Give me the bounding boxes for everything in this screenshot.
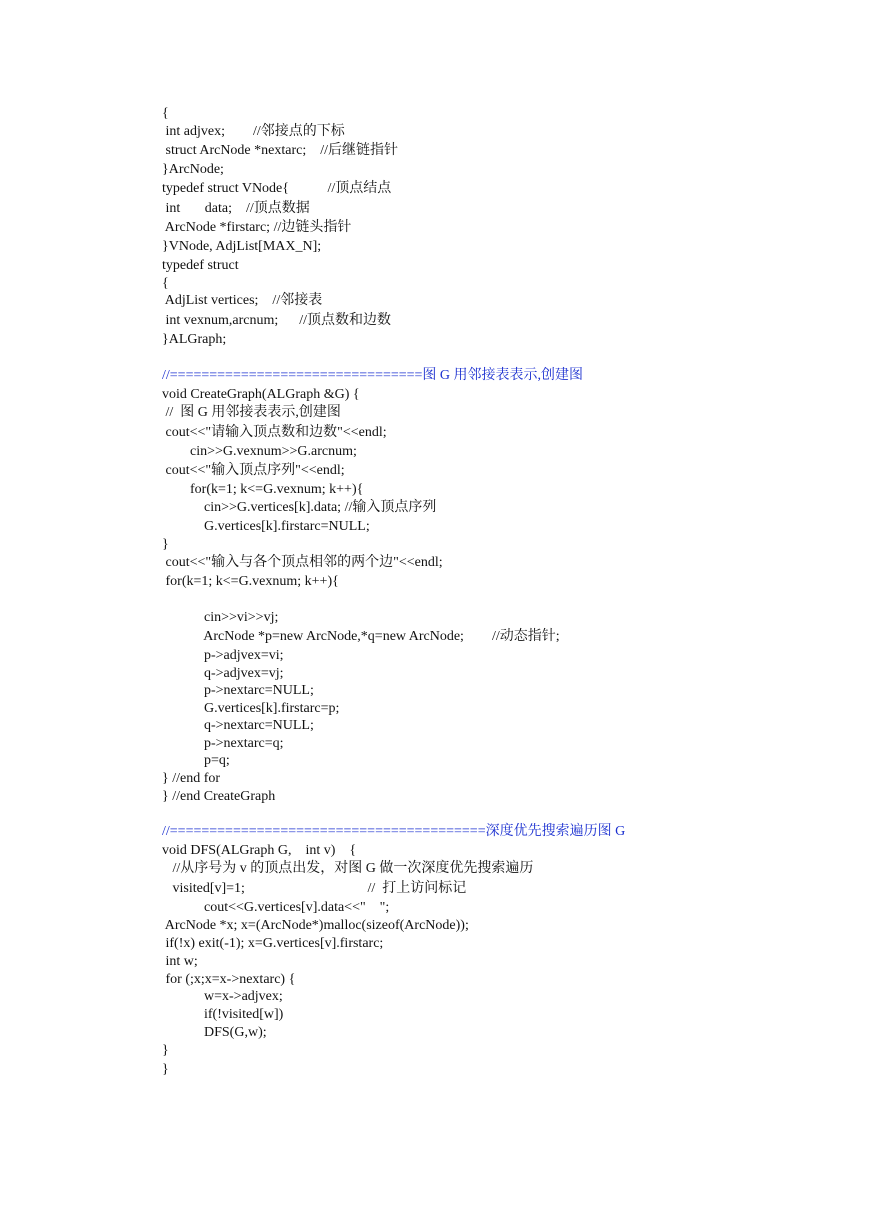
code-line: void DFS(ALGraph G, int v) { bbox=[162, 843, 357, 858]
code-line: for(k=1; k<=G.vexnum; k++){ bbox=[162, 482, 364, 497]
code-line: ArcNode *x; x=(ArcNode*)malloc(sizeof(ArcNode)); bbox=[162, 918, 469, 933]
code-line: p->adjvex=vi; bbox=[162, 648, 284, 663]
code-line: int vexnum,arcnum; //顶点数和边数 bbox=[162, 313, 392, 328]
code-line: cin>>G.vertices[k].data; //输入顶点序列 bbox=[162, 500, 437, 515]
code-line: ArcNode *p=new ArcNode,*q=new ArcNode; //动态指针; bbox=[162, 629, 560, 644]
code-line: { bbox=[162, 106, 169, 121]
code-line: struct ArcNode *nextarc; //后继链指针 bbox=[162, 143, 399, 158]
code-line: int w; bbox=[162, 954, 198, 969]
code-line: } bbox=[162, 1062, 169, 1077]
code-line: // 图 G 用邻接表表示,创建图 bbox=[162, 405, 341, 420]
code-line: AdjList vertices; //邻接表 bbox=[162, 293, 323, 308]
code-line: }VNode, AdjList[MAX_N]; bbox=[162, 239, 322, 254]
code-line: if(!x) exit(-1); x=G.vertices[v].firstarc; bbox=[162, 936, 384, 951]
code-line: for(k=1; k<=G.vexnum; k++){ bbox=[162, 574, 339, 589]
code-line: cin>>G.vexnum>>G.arcnum; bbox=[162, 444, 357, 459]
code-line: cout<<G.vertices[v].data<<" "; bbox=[162, 900, 390, 915]
code-line: q->nextarc=NULL; bbox=[162, 718, 314, 733]
code-line: p->nextarc=q; bbox=[162, 736, 284, 751]
section-divider-create-graph: //================================图 G 用邻接表表示,创建图 bbox=[162, 368, 584, 383]
code-line: if(!visited[w]) bbox=[162, 1007, 284, 1022]
code-line: p->nextarc=NULL; bbox=[162, 683, 314, 698]
code-line: }ArcNode; bbox=[162, 162, 224, 177]
code-line: } bbox=[162, 1043, 169, 1058]
code-line: //从序号为 v 的顶点出发，对图 G 做一次深度优先搜索遍历 bbox=[162, 861, 534, 876]
code-line: cout<<"请输入顶点数和边数"<<endl; bbox=[162, 425, 387, 440]
code-line: void CreateGraph(ALGraph &G) { bbox=[162, 387, 360, 402]
section-divider-dfs: //========================================深度优先搜索遍历图 G bbox=[162, 824, 626, 839]
code-line: { bbox=[162, 276, 169, 291]
code-line: cout<<"输入顶点序列"<<endl; bbox=[162, 463, 345, 478]
code-line: q->adjvex=vj; bbox=[162, 666, 284, 681]
code-line: } //end CreateGraph bbox=[162, 789, 276, 804]
code-line: cin>>vi>>vj; bbox=[162, 610, 279, 625]
code-line: typedef struct bbox=[162, 258, 239, 273]
code-line: for (;x;x=x->nextarc) { bbox=[162, 972, 296, 987]
code-line: } bbox=[162, 537, 169, 552]
code-line: cout<<"输入与各个顶点相邻的两个边"<<endl; bbox=[162, 555, 443, 570]
code-line: G.vertices[k].firstarc=NULL; bbox=[162, 519, 370, 534]
code-line: ArcNode *firstarc; //边链头指针 bbox=[162, 220, 352, 235]
code-line: G.vertices[k].firstarc=p; bbox=[162, 701, 340, 716]
code-line: } //end for bbox=[162, 771, 221, 786]
code-line: w=x->adjvex; bbox=[162, 989, 283, 1004]
code-line: int adjvex; //邻接点的下标 bbox=[162, 124, 345, 139]
code-line: }ALGraph; bbox=[162, 332, 227, 347]
code-line: int data; //顶点数据 bbox=[162, 201, 310, 216]
code-line: DFS(G,w); bbox=[162, 1025, 267, 1040]
code-line: visited[v]=1; // 打上访问标记 bbox=[162, 881, 467, 896]
code-line: typedef struct VNode{ //顶点结点 bbox=[162, 181, 392, 196]
code-line: p=q; bbox=[162, 753, 230, 768]
